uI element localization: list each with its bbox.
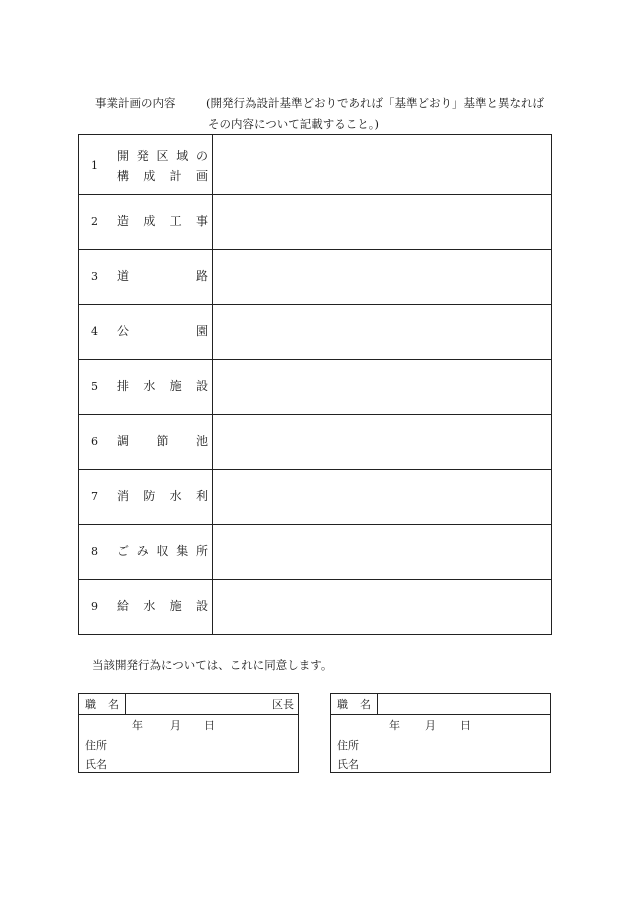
table-row (79, 470, 552, 525)
table-row (79, 415, 552, 470)
row-label-line1 (117, 150, 208, 162)
address-label: 住所 (85, 739, 107, 752)
address-label: 住所 (337, 739, 359, 752)
row-number: 3 (91, 270, 98, 283)
day-label: 日 (204, 719, 215, 732)
table-row (79, 195, 552, 250)
label-char: 造 (117, 214, 130, 228)
mei-label: 名 (360, 698, 371, 711)
content-cell[interactable] (213, 305, 552, 360)
label-char: 設 (195, 379, 208, 393)
position-field[interactable] (385, 696, 545, 712)
label-char: 域 (176, 149, 189, 163)
content-cell[interactable] (213, 525, 552, 580)
position-field[interactable] (133, 696, 273, 712)
label-char: 区 (156, 149, 169, 163)
row-label-text (117, 600, 208, 612)
label-char: 節 (156, 434, 169, 448)
row-number: 2 (91, 215, 98, 228)
row-number: 5 (91, 380, 98, 393)
month-label: 月 (170, 719, 181, 732)
table-row (79, 135, 552, 195)
shoku-label: 職 (337, 698, 348, 711)
name-label: 氏名 (337, 758, 359, 771)
label-char: 道 (117, 269, 130, 283)
label-char: 水 (143, 379, 156, 393)
label-char: の (195, 149, 208, 163)
label-char: 画 (195, 169, 208, 183)
label-char: 消 (117, 489, 130, 503)
row-label (79, 580, 213, 635)
label-char: 発 (136, 149, 149, 163)
table-row (79, 305, 552, 360)
label-char: み (136, 544, 149, 558)
row-label-text (117, 215, 208, 227)
label-char: 構 (117, 169, 130, 183)
row-label-text (117, 380, 208, 392)
label-char: 収 (156, 544, 169, 558)
label-char: 防 (143, 489, 156, 503)
year-label: 年 (389, 719, 400, 732)
content-cell[interactable] (213, 580, 552, 635)
row-label-text (117, 490, 208, 502)
row-label (79, 415, 213, 470)
divider (125, 694, 126, 714)
label-char: 所 (195, 544, 208, 558)
year-label: 年 (132, 719, 143, 732)
mei-label: 名 (108, 698, 119, 711)
label-char: 成 (143, 214, 156, 228)
label-char: 公 (117, 324, 130, 338)
label-char: 利 (195, 489, 208, 503)
label-char: 成 (143, 169, 156, 183)
content-cell[interactable] (213, 360, 552, 415)
section-title: 事業計画の内容 (95, 96, 176, 110)
row-label (79, 305, 213, 360)
label-char: 園 (195, 324, 208, 338)
table-row (79, 580, 552, 635)
divider (377, 694, 378, 714)
divider (331, 714, 550, 715)
label-char: ご (117, 544, 130, 558)
label-char: 工 (169, 214, 182, 228)
label-char: 給 (117, 599, 130, 613)
label-char: 路 (195, 269, 208, 283)
day-label: 日 (460, 719, 471, 732)
table-row (79, 525, 552, 580)
instruction-note-line1: (開発行為設計基準どおりであれば「基準どおり」基準と異なれば (206, 96, 544, 110)
content-cell[interactable] (213, 135, 552, 195)
row-label-text (117, 270, 208, 282)
row-number: 7 (91, 490, 98, 503)
label-char: 集 (176, 544, 189, 558)
content-cell[interactable] (213, 415, 552, 470)
label-char: 開 (117, 149, 130, 163)
instruction-note-line2: その内容について記載すること。) (208, 117, 380, 131)
month-label: 月 (425, 719, 436, 732)
row-label (79, 360, 213, 415)
signature-box-left (78, 693, 299, 773)
label-char: 事 (195, 214, 208, 228)
label-char: 設 (195, 599, 208, 613)
label-char: 調 (117, 434, 130, 448)
row-label (79, 195, 213, 250)
row-label (79, 250, 213, 305)
row-label (79, 525, 213, 580)
label-char: 施 (169, 379, 182, 393)
content-cell[interactable] (213, 195, 552, 250)
table-row (79, 360, 552, 415)
row-label (79, 135, 213, 195)
row-number: 8 (91, 545, 98, 558)
row-number: 1 (91, 159, 98, 172)
row-number: 6 (91, 435, 98, 448)
ward-chief-suffix: 区長 (272, 698, 294, 711)
content-cell[interactable] (213, 470, 552, 525)
shoku-label: 職 (85, 698, 96, 711)
agreement-statement: 当該開発行為については、これに同意します。 (92, 658, 333, 672)
row-label-text (117, 545, 208, 557)
label-char: 排 (117, 379, 130, 393)
row-label-line2 (117, 170, 208, 182)
label-char: 水 (143, 599, 156, 613)
label-char: 計 (169, 169, 182, 183)
table-row (79, 250, 552, 305)
content-cell[interactable] (213, 250, 552, 305)
signature-box-right (330, 693, 551, 773)
label-char: 水 (169, 489, 182, 503)
row-label-text (117, 435, 208, 447)
row-number: 9 (91, 600, 98, 613)
label-char: 池 (195, 434, 208, 448)
label-char: 施 (169, 599, 182, 613)
row-label (79, 470, 213, 525)
divider (79, 714, 298, 715)
row-number: 4 (91, 325, 98, 338)
plan-table (78, 134, 552, 635)
row-label-text (117, 325, 208, 337)
name-label: 氏名 (85, 758, 107, 771)
